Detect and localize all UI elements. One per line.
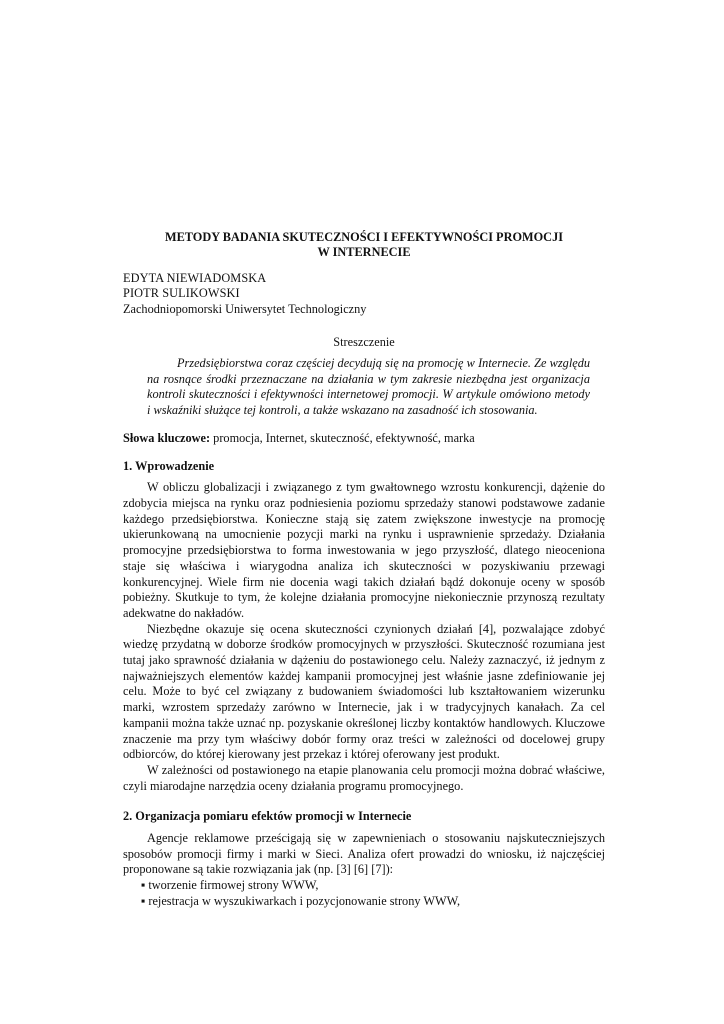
author-1: EDYTA NIEWIADOMSKA xyxy=(123,270,267,285)
keywords-label: Słowa kluczowe: xyxy=(123,430,211,445)
article-body xyxy=(123,230,605,910)
list-item xyxy=(123,894,605,910)
abstract-text: Przedsiębiorstwa coraz częściej decydują się na promocję w Internecie. Ze względu na rosnące środki przeznaczane na działania w tym zakresie niezbędna jest organizacja kontroli skuteczności i efektywności internetowej promocji. W artykule omówiono metody i wskaźniki służące tej kontroli, a także wskazano na zasadność ich stosowania. xyxy=(147,356,590,418)
section-1-heading: 1. Wprowadzenie xyxy=(123,458,215,473)
keywords-text: promocja, Internet, skuteczność, efektywność, marka xyxy=(210,430,475,445)
bullet-icon: ▪ xyxy=(141,893,146,908)
author-block xyxy=(123,271,605,318)
abstract-heading: Streszczenie xyxy=(333,335,395,350)
title-line-1: METODY BADANIA SKUTECZNOŚCI I EFEKTYWNOŚCI PROMOCJI xyxy=(165,230,563,244)
author-2: PIOTR SULIKOWSKI xyxy=(123,286,240,301)
section-2-heading: 2. Organizacja pomiaru efektów promocji w Internecie xyxy=(123,809,412,824)
section-1-paragraph-2: Niezbędne okazuje się ocena skuteczności czynionych działań [4], pozwalające zdobyć wiedzę przydatną w doborze środków promocyjnych w przyszłości. Skuteczność rozumiana jest tutaj jako sprawność działania w dążeniu do postawionego celu. Należy zaznaczyć, iż jednym z najważniejszych elementów każdej kampanii promocyjnej jest właśnie jasne zdefiniowanie jej celu. Może to być cel związany z budowaniem świadomości lub kształtowaniem wizerunku marki, wzrostem sprzedaży zarówno w Internecie, jak i w tradycyjnych kanałach. Za cel kampanii można także uznać np. pozyskanie określonej liczby kontaktów handlowych. Kluczowe znaczenie ma przy tym właściwy dobór formy oraz treści w zależności od docelowej grupy odbiorców, do której kierowany jest przekaz i której oferowany jest produkt. xyxy=(123,621,605,762)
bullet-icon: ▪ xyxy=(141,878,146,893)
title-line-2: W INTERNECIE xyxy=(317,245,411,260)
list-item-text: rejestracja w wyszukiwarkach i pozycjonowanie strony WWW, xyxy=(148,893,461,908)
affiliation: Zachodniopomorski Uniwersytet Technologiczny xyxy=(123,301,367,316)
article-title xyxy=(123,230,605,261)
section-1-paragraph-1: W obliczu globalizacji i związanego z tym gwałtownego wzrostu konkurencji, dążenie do zdobycia miejsca na rynku oraz podniesienia poziomu sprzedaży stanowi podstawowe zadanie każdego przedsiębiorstwa. Konieczne stają się zatem zwiększone inwestycje na promocję ukierunkowaną na umocnienie pozycji marki na rynku i usprawnienie sprzedaży. Działania promocyjne przedsiębiorstwa to forma inwestowania w jego przyszłość, dlatego nieoceniona staje się właściwa i wiarygodna analiza ich skuteczności w pozyskiwaniu przewagi konkurencyjnej. Wiele firm nie docenia wagi takich działań bądź dokonuje oceny w sposób pobieżny. Skutkuje to tym, że kolejne działania promocyjne niekoniecznie przynoszą rezultaty adekwatne do nakładów. xyxy=(123,480,605,620)
list-item-text: tworzenie firmowej strony WWW, xyxy=(148,878,319,893)
section-1-paragraph-3: W zależności od postawionego na etapie planowania celu promocji można dobrać właściwe, czyli miarodajne narzędzia oceny działania programu promocyjnego. xyxy=(123,762,605,793)
bullet-list xyxy=(123,878,605,909)
list-item xyxy=(123,878,605,894)
section-2-paragraph: Agencje reklamowe prześcigają się w zapewnieniach o stosowaniu najskuteczniejszych sposobów promocji firmy i marki w Sieci. Analiza ofert prowadzi do wniosku, iż najczęściej proponowane są takie rozwiązania jak (np. [3] [6] [7]): xyxy=(123,831,605,877)
keywords xyxy=(123,431,605,447)
